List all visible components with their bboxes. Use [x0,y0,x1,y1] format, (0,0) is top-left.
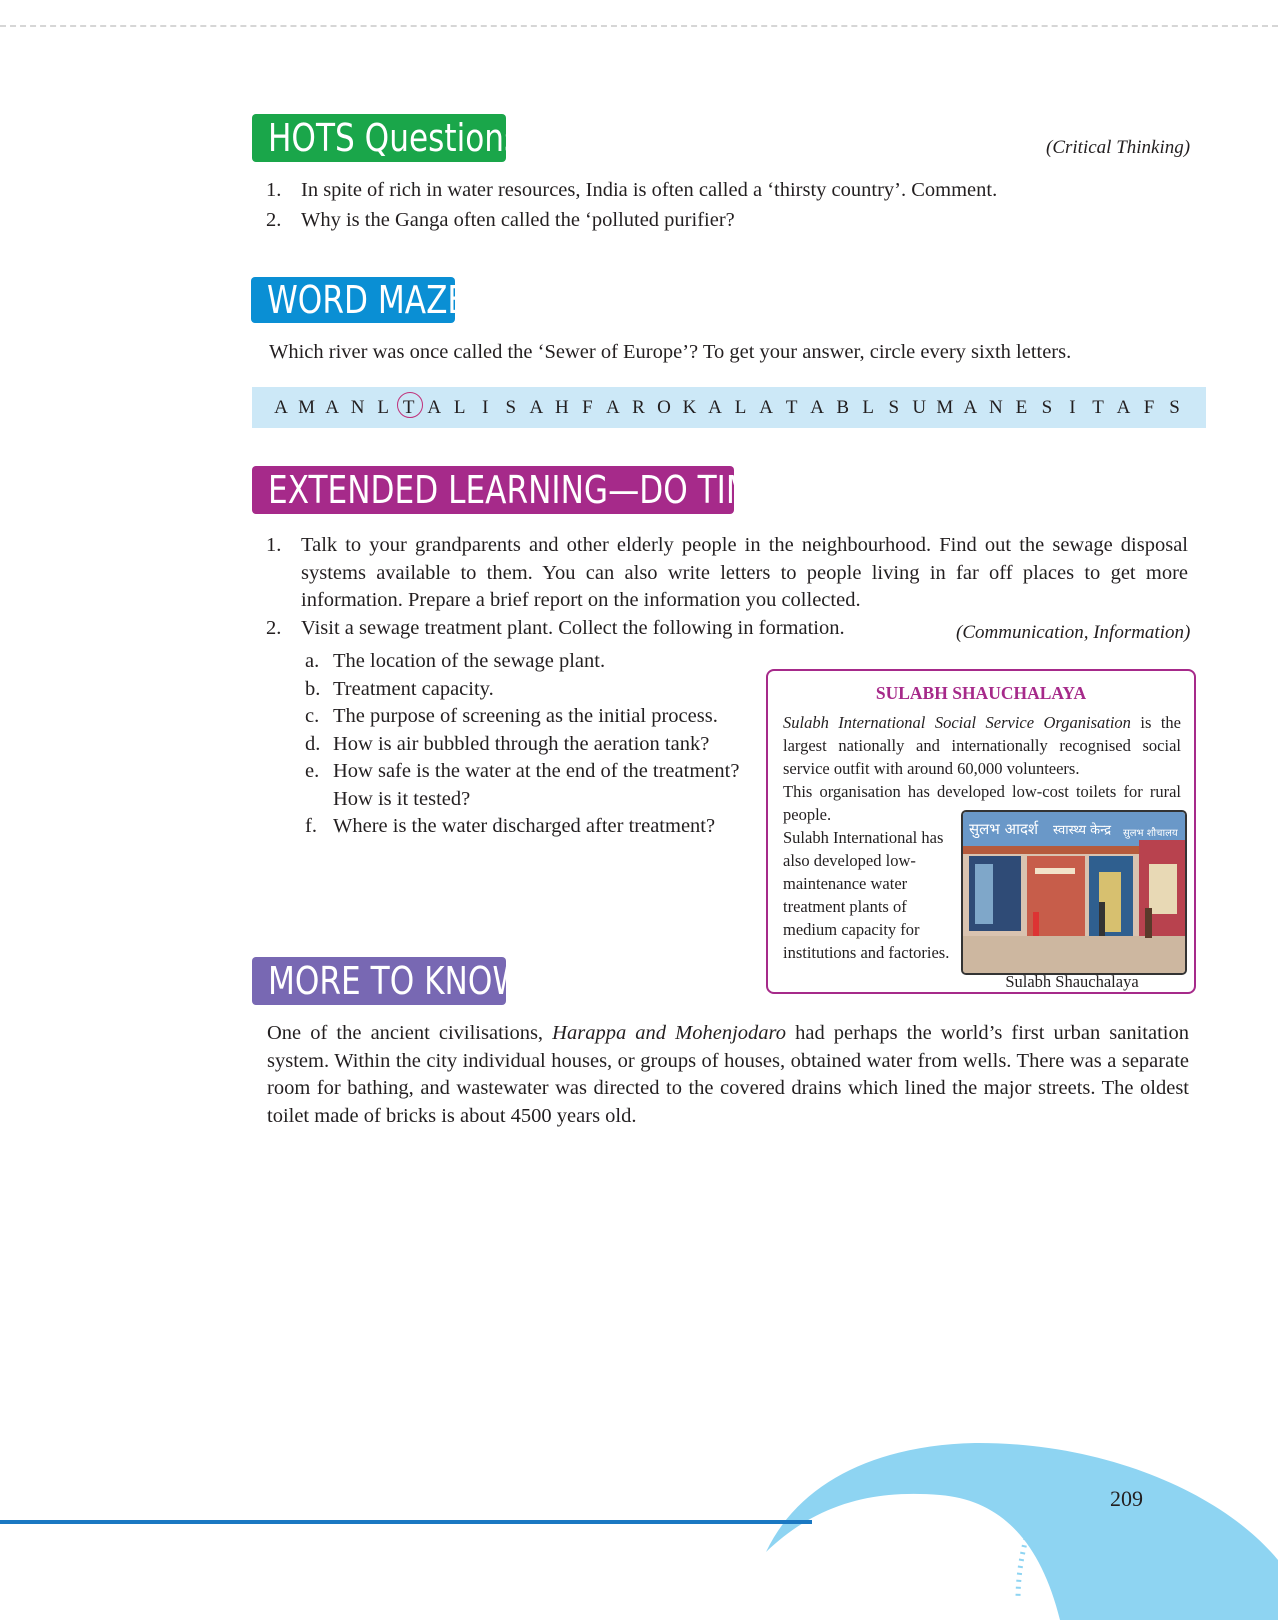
list-item: e. How safe is the water at the end of the treatment? How is it tested? [305,760,740,810]
list-item: d. How is air bubbled through the aeration tank? [305,732,710,755]
photo-caption: Sulabh Shauchalaya [1005,972,1139,991]
maze-letter: L [862,396,875,418]
infobox-text1: is the largest nationally and internationally recognised social service outfit with around 60,000 volunteers. [783,713,1181,778]
maze-letter: T [785,396,798,418]
maze-letter: R [632,396,645,418]
maze-letter: S [505,396,517,418]
maze-letter: A [1116,396,1131,418]
maze-letter: O [657,396,671,418]
maze-letter: F [582,396,593,418]
hots-tag: (Critical Thinking) [1046,137,1191,158]
maze-letter: E [1015,396,1028,418]
maze-letter: H [554,396,569,418]
maze-letter: A [529,396,544,418]
maze-letter: L [453,396,466,418]
more-text-before: One of the ancient civilisations, [267,1022,553,1044]
list-item: 1. Talk to your grandparents and other elderly people in the neighbourhood. Find out the sewage disposal systems available to them. You can also write letters to people living in far off places to get more information. Prepare a brief report on the information you collected. [266,534,1188,611]
list-item: c. The purpose of screening as the initial process. [305,705,718,727]
extended-tag: (Communication, Information) [956,622,1191,643]
maze-letter: S [1169,396,1180,418]
more-text-after: had perhaps the world’s first urban sanitation system. Within the city individual houses, or groups of houses, obtained water from wells. There was a separate room for bathing, and wastewater was directed to the covered drains which lined the major streets. The oldest toilet made of bricks is about 4500 years old. [267,1022,1189,1127]
more-text-italic: Harappa and Mohenjodaro [552,1022,786,1044]
maze-letter: L [734,396,747,418]
maze-letter: A [274,396,288,418]
maze-letter: M [936,396,954,418]
maze-letter: K [682,396,697,418]
extended-learning-heading: EXTENDED LEARNING—DO TIME [252,466,734,514]
word-maze-question: Which river was once called the ‘Sewer of Europe’? To get your answer, circle every sixth letters. [269,341,1072,363]
infobox-text2: This organisation has developed low-cost toilets for rural people. [783,782,1181,824]
maze-letter: S [888,396,900,418]
list-item: 1. In spite of rich in water resources, India is often called a ‘thirsty country’. Comment. [266,179,998,201]
maze-letter: S [1041,396,1053,418]
maze-letter: A [759,396,773,418]
infobox-side-text: Sulabh International has also developed low-maintenance water treatment plants of medium capacity for institutions and factories. [783,828,950,962]
maze-letter: F [1143,396,1155,418]
maze-letter: I [482,396,489,418]
org-name: Sulabh International Social Service Organisation [783,713,1131,732]
maze-letter: B [836,396,850,418]
maze-letter: A [606,396,620,418]
list-item: a. The location of the sewage plant. [305,650,606,672]
maze-letter: A [810,396,825,418]
list-item: 2. Why is the Ganga often called the ‘polluted purifier? [266,209,735,231]
maze-letter: A [963,396,978,418]
maze-letter: A [708,396,722,418]
photo-sign-right: सुलभ शौचालय [1123,828,1178,839]
photo-sign-mid: स्वास्थ्य केन्द्र [1053,823,1112,838]
infobox-title: SULABH SHAUCHALAYA [875,683,1087,703]
maze-letter: I [1069,396,1076,418]
maze-letter: N [350,396,365,418]
list-item: b. Treatment capacity. [305,677,494,700]
maze-letter: T [1092,396,1104,418]
maze-letter: M [298,396,315,418]
hots-heading: HOTS Questions [252,114,506,162]
list-item: f. Where is the water discharged after treatment? [305,815,716,837]
maze-letter: A [325,396,339,418]
photo-sign-left: सुलभ आदर्श [969,820,1039,838]
maze-letter: A [427,396,442,418]
page-number: 209 [1110,1486,1143,1511]
more-to-know-heading: MORE TO KNOW [252,957,506,1005]
maze-letter: T [400,397,418,419]
maze-letter: N [989,396,1003,418]
maze-letter: U [912,396,927,418]
list-item: 2. Visit a sewage treatment plant. Collect the following in formation. [266,616,845,639]
bottom-rule [0,1520,812,1524]
word-maze-heading: WORD MAZE [251,277,455,323]
maze-letter: L [377,396,389,418]
